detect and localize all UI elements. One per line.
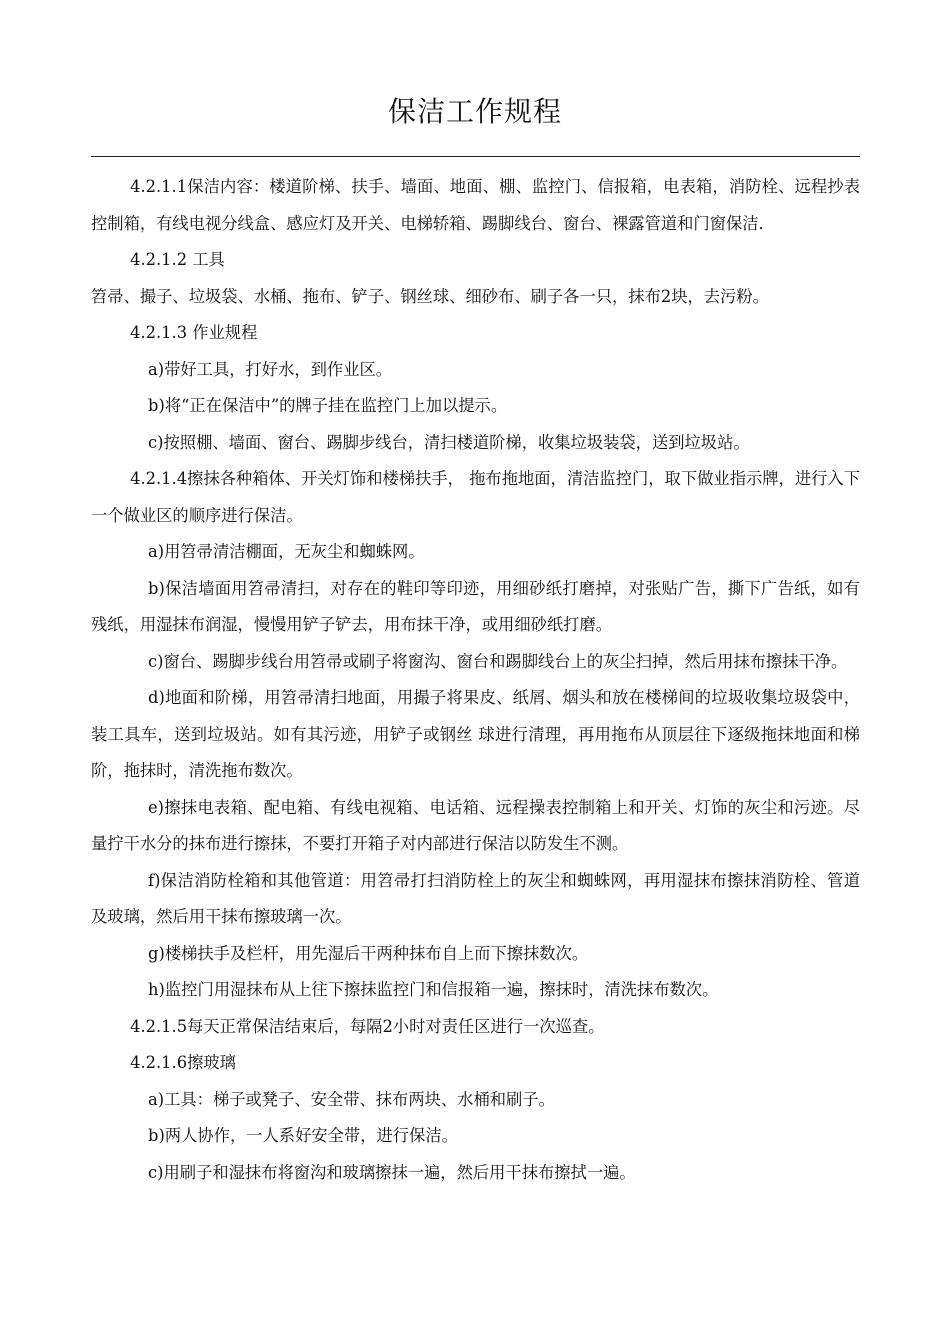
section-4-2-1-2-heading: 4.2.1.2 工具	[130, 250, 225, 269]
document-body	[91, 169, 860, 1191]
cleaning-item-g: g)楼梯扶手及栏杆，用先湿后干两种抹布自上而下擦抹数次。	[148, 943, 589, 963]
section-4-2-1-6-heading: 4.2.1.6擦玻璃	[130, 1053, 236, 1072]
title-divider	[91, 156, 860, 157]
glass-item-b: b)两人协作，一人系好安全带，进行保洁。	[148, 1126, 458, 1145]
cleaning-item-a: a)用笤帚清洁棚面，无灰尘和蜘蛛网。	[148, 542, 425, 561]
cleaning-item-e: e)擦抹电表箱、配电箱、有线电视箱、电话箱、远程操表控制箱上和开关、灯饰的灰尘和污迹。尽量拧干水分的抹布进行擦抹，不要打开箱子对内部进行保洁以防发生不测。	[91, 797, 860, 853]
cleaning-item-c: c)窗台、踢脚步线台用笤帚或刷子将窗沟、窗台和踢脚线台上的灰尘扫掉，然后用抹布擦抹干净。	[148, 651, 848, 671]
cleaning-item-f: f)保洁消防栓箱和其他管道：用笤帚打扫消防栓上的灰尘和蜘蛛网，再用湿抹布擦抹消防栓、管道及玻璃，然后用干抹布擦玻璃一次。	[91, 870, 860, 926]
procedure-item-b: b)将“正在保洁中”的牌子挂在监控门上加以提示。	[148, 396, 508, 415]
section-4-2-1-3-heading: 4.2.1.3 作业规程	[130, 323, 258, 342]
page-title: 保洁工作规程	[387, 95, 562, 128]
procedure-item-a: a)带好工具，打好水，到作业区。	[148, 359, 393, 379]
glass-item-a: a)工具：梯子或凳子、安全带、抹布两块、水桶和刷子。	[148, 1089, 555, 1109]
procedure-item-c: c)按照棚、墙面、窗台、踢脚步线台，清扫楼道阶梯，收集垃圾装袋，送到垃圾站。	[148, 432, 750, 452]
tools-list-paragraph: 笤帚、撮子、垃圾袋、水桶、拖布、铲子、钢丝球、细砂布、刷子各一只，抹布2块，去污粉。	[91, 286, 769, 306]
cleaning-item-h: h)监控门用湿抹布从上往下擦抹监控门和信报箱一遍，擦抹时，清洗抹布数次。	[148, 980, 719, 999]
glass-item-c: c)用刷子和湿抹布将窗沟和玻璃擦抹一遍，然后用干抹布擦拭一遍。	[148, 1162, 636, 1182]
section-4-2-1-5-paragraph: 4.2.1.5每天正常保洁结束后，每隔2小时对责任区进行一次巡查。	[130, 1016, 605, 1036]
cleaning-item-d: d)地面和阶梯，用笤帚清扫地面，用撮子将果皮、纸屑、烟头和放在楼梯间的垃圾收集垃圾袋中，装工具车，送到垃圾站。如有其污迹，用铲子或钢丝 球进行清理，再用拖布从顶层往下逐级拖抹地面和梯阶，拖抹时，清洗拖布数次。	[91, 688, 860, 780]
section-4-2-1-4-paragraph: 4.2.1.4擦抹各种箱体、开关灯饰和楼梯扶手， 拖布拖地面，清洁监控门，取下做业指示牌，进行入下一个做业区的顺序进行保洁。	[91, 469, 860, 525]
section-4-2-1-1-paragraph: 4.2.1.1保洁内容：楼道阶梯、扶手、墙面、地面、棚、监控门、信报箱，电表箱，消防栓、远程抄表控制箱，有线电视分线盒、感应灯及开关、电梯轿箱、踢脚线台、窗台、裸露管道和门窗保洁．	[91, 177, 860, 233]
cleaning-item-b: b)保洁墙面用笤帚清扫，对存在的鞋印等印迹，用细砂纸打磨掉，对张贴广告，撕下广告纸，如有残纸，用湿抹布润湿，慢慢用铲子铲去，用布抹干净，或用细砂纸打磨。	[91, 578, 860, 634]
